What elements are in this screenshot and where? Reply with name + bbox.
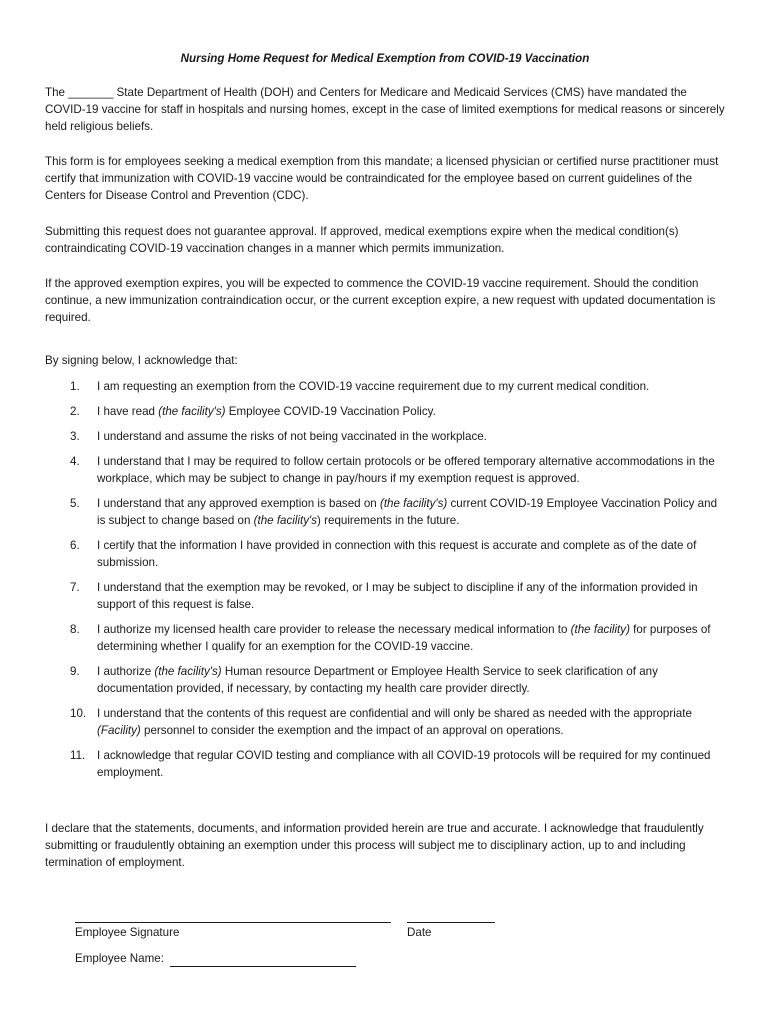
item-text: I understand and assume the risks of not being vaccinated in the workplace.: [97, 430, 487, 443]
item-number: 4.: [70, 455, 80, 468]
item-number: 1.: [70, 380, 80, 393]
item-number: 7.: [70, 581, 80, 594]
expiration-paragraph: If the approved exemption expires, you will be expected to commence the COVID-19 vaccine requirement. Should the condition continue, a new immunization contraindication occur, or the current exception expire, a new request with updated documentation is required.: [45, 277, 716, 324]
item-number: 9.: [70, 665, 80, 678]
date-line[interactable]: [407, 905, 495, 923]
item-text: I certify that the information I have provided in connection with this request is accurate and complete as of the date of submission.: [97, 539, 697, 569]
item-number: 8.: [70, 623, 80, 636]
facility-placeholder: (the facility's): [379, 497, 448, 510]
item-text: personnel to consider the exemption and the impact of an approval on operations.: [140, 724, 564, 737]
acknowledgement-item: [70, 705, 720, 739]
employee-name-label: Employee Name:: [75, 952, 164, 965]
purpose-paragraph: This form is for employees seeking a medical exemption from this mandate; a licensed physician or certified nurse practitioner must certify that immunization with COVID-19 vaccine would be contraindicated for the employee based on current guidelines of the Centers for Disease Control and Prevention (CDC).: [45, 155, 719, 202]
item-text: I have read: [97, 405, 159, 418]
acknowledgement-item: [70, 579, 720, 613]
acknowledgement-item: [70, 537, 720, 571]
item-number: 10.: [70, 707, 87, 720]
signature-block: [75, 905, 675, 985]
acknowledgement-item: [70, 453, 720, 487]
signature-line[interactable]: [75, 905, 391, 923]
item-number: 2.: [70, 405, 80, 418]
facility-placeholder: (the facility's: [253, 514, 318, 527]
item-text: I understand that any approved exemption is based on: [97, 497, 380, 510]
facility-placeholder: (the facility's): [158, 405, 226, 418]
item-text: I authorize: [97, 665, 155, 678]
declaration-paragraph: I declare that the statements, documents, and information provided herein are true and accurate. I acknowledge that fraudulently submitting or fraudulently obtaining an exemption under this process will subject me to disciplinary action, up to and including termination of employment.: [45, 822, 704, 869]
employee-name-line[interactable]: [170, 952, 356, 967]
approval-paragraph: Submitting this request does not guarantee approval. If approved, medical exemptions expire when the medical condition(s) contraindicating COVID-19 vaccination changes in a manner which permits immunization.: [45, 225, 679, 255]
item-number: 6.: [70, 539, 80, 552]
date-label: Date: [407, 926, 432, 939]
item-text: I understand that the contents of this request are confidential and will only be shared as needed with the appropriate: [97, 707, 692, 720]
item-number: 11.: [70, 749, 86, 762]
item-text: current COVID-19 Employee Vaccination Policy and is subject to change based on: [97, 497, 718, 527]
item-number: 5.: [70, 497, 80, 510]
acknowledgement-list: [70, 378, 720, 789]
signature-label: Employee Signature: [75, 926, 180, 939]
item-text: I am requesting an exemption from the COVID-19 vaccine requirement due to my current medical condition.: [97, 380, 650, 393]
acknowledgement-item: [70, 495, 720, 529]
acknowledgement-item: [70, 403, 720, 420]
acknowledgement-intro: By signing below, I acknowledge that:: [45, 354, 238, 367]
intro-paragraph: The _______ State Department of Health (DOH) and Centers for Medicare and Medicaid Services (CMS) have mandated the COVID-19 vaccine for staff in hospitals and nursing homes, except in the case of limited exemptions for medical reasons or sincerely held religious beliefs.: [45, 86, 725, 133]
item-text: for purposes of determining whether I qualify for an exemption for the COVID-19 vaccine.: [97, 623, 711, 653]
item-text: ) requirements in the future.: [317, 514, 460, 527]
facility-placeholder: (the facility): [570, 623, 630, 636]
item-text: Employee COVID-19 Vaccination Policy.: [225, 405, 436, 418]
acknowledgement-item: [70, 378, 720, 395]
item-number: 3.: [70, 430, 80, 443]
employee-name-row: [75, 950, 356, 967]
acknowledgement-item: [70, 621, 720, 655]
document-title: Nursing Home Request for Medical Exemption from COVID-19 Vaccination: [180, 52, 590, 65]
item-text: I understand that the exemption may be revoked, or I may be subject to discipline if any of the information provided in support of this request is false.: [97, 581, 698, 611]
item-text: I acknowledge that regular COVID testing and compliance with all COVID-19 protocols will be required for my continued employment.: [97, 749, 711, 779]
item-text: I understand that I may be required to follow certain protocols or be offered temporary alternative accommodations in the workplace, which may be subject to change in pay/hours if my exemption request is approved.: [97, 455, 715, 485]
facility-placeholder: (Facility): [97, 724, 141, 737]
acknowledgement-item: [70, 747, 720, 781]
acknowledgement-item: [70, 428, 720, 445]
facility-placeholder: (the facility's): [154, 665, 222, 678]
item-text: Human resource Department or Employee Health Service to seek clarification of any documentation provided, if necessary, by contacting my health care provider directly.: [97, 665, 658, 695]
item-text: I authorize my licensed health care provider to release the necessary medical information to: [97, 623, 571, 636]
acknowledgement-item: [70, 663, 720, 697]
